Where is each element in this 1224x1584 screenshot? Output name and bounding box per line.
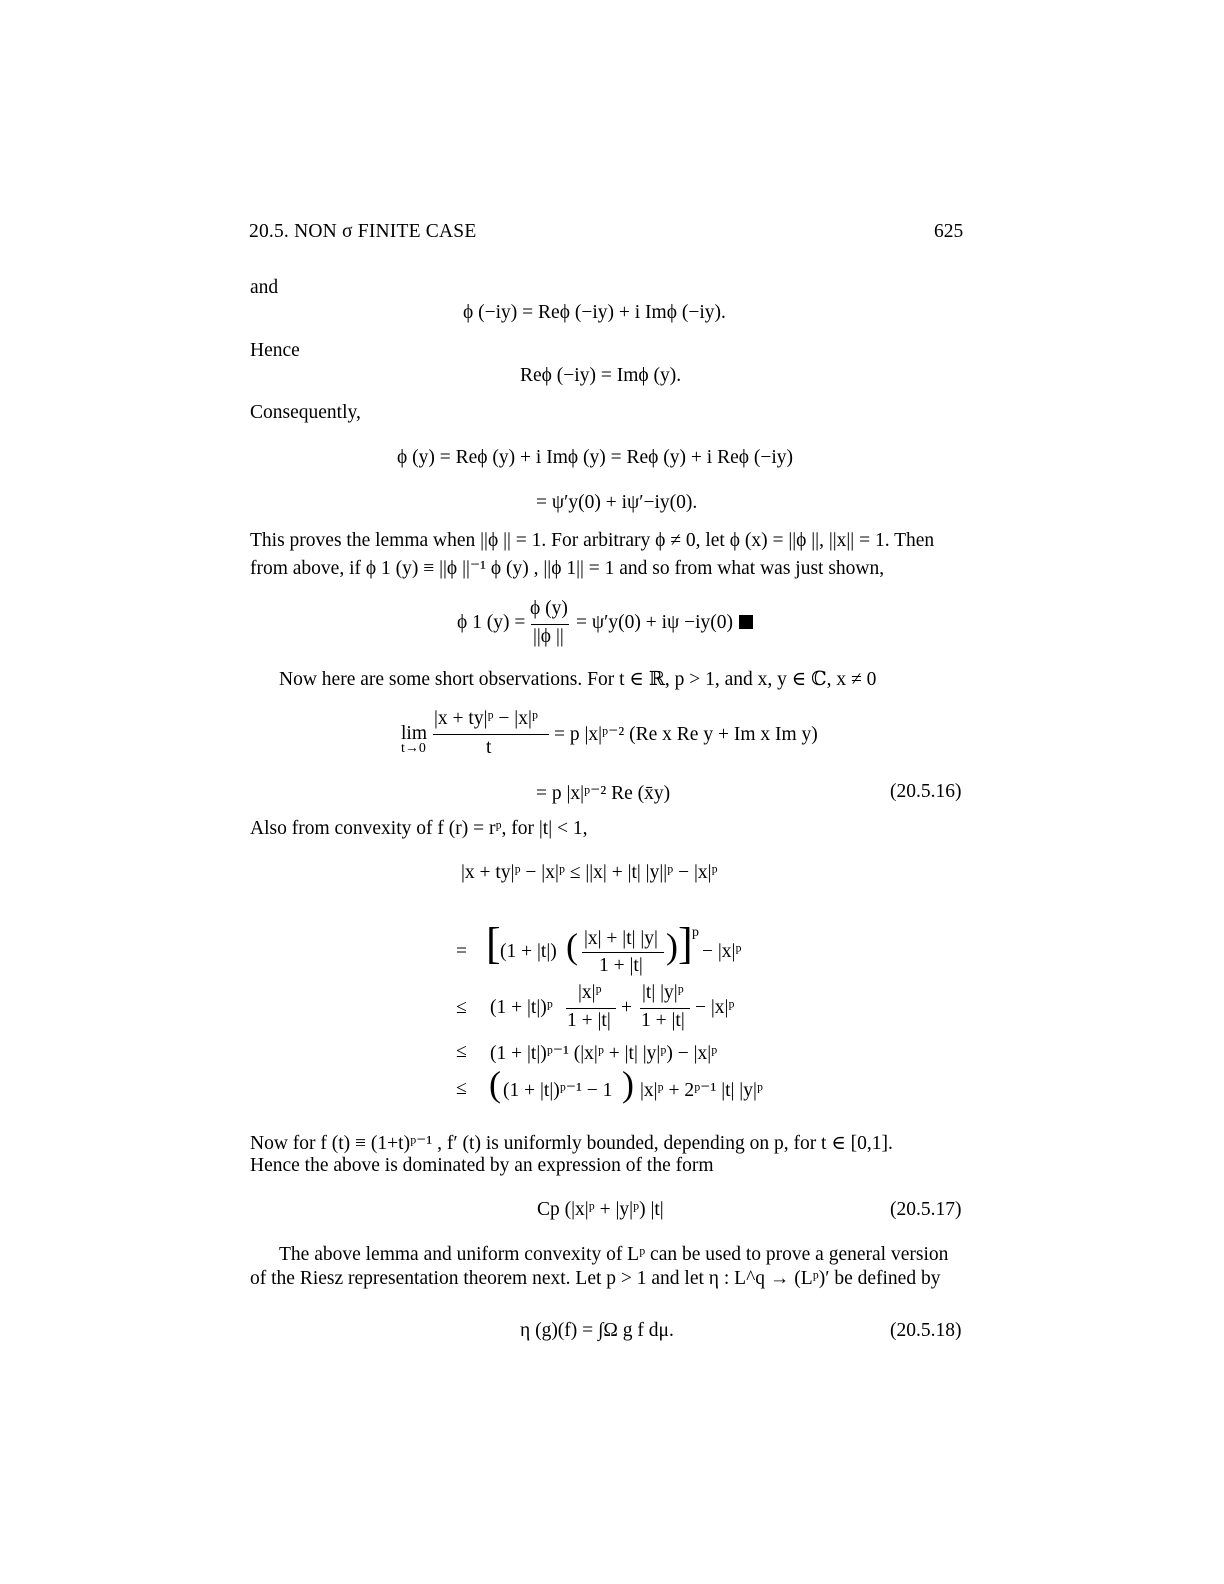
- equation-phi1-rhs: [576, 612, 753, 634]
- limit-denominator: t: [486, 737, 492, 758]
- equation-re-im: Reϕ (−iy) = Imϕ (y).: [520, 365, 682, 386]
- left-paren: (: [566, 926, 578, 966]
- limit-numerator: |x + ty|ᵖ − |x|ᵖ: [434, 708, 538, 729]
- page-number: 625: [934, 221, 964, 242]
- paragraph-lemma-line2: of the Riesz representation theorem next. Let p > 1 and let η : L^q → (Lᵖ)′ be defined by: [250, 1268, 941, 1289]
- relation-le: ≤: [456, 1078, 467, 1099]
- equation-number-18: (20.5.18): [890, 1320, 962, 1341]
- ineq-frac-numerator: |x| + |t| |y|: [584, 928, 658, 949]
- equation-cp-bound: Cp (|x|ᵖ + |y|ᵖ) |t|: [537, 1199, 664, 1220]
- limit-subscript: t→0: [401, 741, 426, 756]
- ineq2-tail: − |x|ᵖ: [695, 997, 735, 1018]
- relation-equals: =: [456, 941, 467, 962]
- paragraph-proves-line1: This proves the lemma when ||ϕ || = 1. For arbitrary ϕ ≠ 0, let ϕ (x) = ||ϕ ||, ||x|| = 1. Then: [250, 530, 935, 551]
- left-bracket: [: [486, 919, 501, 968]
- equation-number-17: (20.5.17): [890, 1199, 962, 1220]
- ineq-frac-denominator: 1 + |t|: [599, 955, 643, 976]
- equation-phi1-denominator: ||ϕ ||: [533, 626, 564, 647]
- fraction-bar: [531, 624, 569, 625]
- fraction-bar: [433, 734, 549, 735]
- equation-phi-neg-iy: ϕ (−iy) = Reϕ (−iy) + i Imϕ (−iy).: [463, 302, 726, 323]
- equation-phi-y: ϕ (y) = Reϕ (y) + i Imϕ (y) = Reϕ (y) + i Reϕ (−iy): [397, 447, 794, 468]
- equation-phi1-lhs: ϕ 1 (y) =: [457, 612, 526, 633]
- text-consequently: Consequently,: [250, 402, 361, 423]
- ineq2-factor: (1 + |t|)ᵖ: [490, 997, 553, 1018]
- text-and: and: [250, 277, 279, 298]
- running-header: 20.5. NON σ FINITE CASE: [249, 221, 477, 242]
- ineq2-frac2-denominator: 1 + |t|: [641, 1010, 685, 1031]
- equation-re-xbar-y: = p |x|ᵖ⁻² Re (x̄y): [536, 783, 671, 804]
- limit-rhs: = p |x|ᵖ⁻² (Re x Re y + Im x Im y): [554, 724, 818, 745]
- right-bracket: ]: [678, 919, 693, 968]
- paragraph-proves-line2: from above, if ϕ 1 (y) ≡ ||ϕ ||⁻¹ ϕ (y) , ||ϕ 1|| = 1 and so from what was just shown,: [250, 558, 885, 579]
- paragraph-nowfor-line2: Hence the above is dominated by an expression of the form: [250, 1155, 714, 1176]
- text-hence: Hence: [250, 340, 300, 361]
- ineq3: (1 + |t|)ᵖ⁻¹ (|x|ᵖ + |t| |y|ᵖ) − |x|ᵖ: [490, 1043, 718, 1064]
- left-paren: (: [489, 1064, 501, 1104]
- fraction-bar: [582, 952, 664, 953]
- ineq2-frac1-numerator: |x|ᵖ: [578, 982, 602, 1003]
- limit-label: lim: [401, 723, 428, 744]
- equation-eta-definition: η (g)(f) = ∫Ω g f dμ.: [520, 1320, 674, 1341]
- right-paren: ): [622, 1064, 634, 1104]
- ineq2-frac1-denominator: 1 + |t|: [567, 1010, 611, 1031]
- equation-psi-derivatives: = ψ′y(0) + iψ′−iy(0).: [536, 492, 698, 513]
- ineq-factor: (1 + |t|): [500, 941, 557, 962]
- fraction-bar: [566, 1008, 616, 1009]
- inequality-top: |x + ty|ᵖ − |x|ᵖ ≤ ||x| + |t| |y||ᵖ − |x|ᵖ: [461, 862, 718, 883]
- equation-number-16: (20.5.16): [890, 781, 962, 802]
- fraction-bar: [640, 1008, 690, 1009]
- paragraph-lemma-line1: The above lemma and uniform convexity of Lᵖ can be used to prove a general version: [279, 1244, 949, 1265]
- ineq4-inner: (1 + |t|)ᵖ⁻¹ − 1: [503, 1080, 613, 1101]
- right-paren: ): [666, 926, 678, 966]
- ineq-tail: − |x|ᵖ: [702, 941, 742, 962]
- ineq2-frac2-numerator: |t| |y|ᵖ: [642, 982, 684, 1003]
- qed-box-icon: [739, 615, 753, 629]
- relation-le: ≤: [456, 997, 467, 1018]
- paragraph-observations: Now here are some short observations. For t ∈ ℝ, p > 1, and x, y ∈ ℂ, x ≠ 0: [279, 669, 877, 690]
- equation-phi1-rhs-text: = ψ′y(0) + iψ −iy(0): [576, 612, 733, 633]
- paragraph-convexity: Also from convexity of f (r) = rᵖ, for |t| < 1,: [250, 818, 588, 839]
- ineq2-plus: +: [621, 997, 632, 1018]
- relation-le: ≤: [456, 1041, 467, 1062]
- paragraph-nowfor-line1: Now for f (t) ≡ (1+t)ᵖ⁻¹ , f′ (t) is uniformly bounded, depending on p, for t ∈ [0,1].: [250, 1133, 893, 1154]
- ineq4-tail: |x|ᵖ + 2ᵖ⁻¹ |t| |y|ᵖ: [640, 1080, 763, 1101]
- ineq-exponent: p: [692, 925, 699, 940]
- equation-phi1-numerator: ϕ (y): [530, 598, 568, 619]
